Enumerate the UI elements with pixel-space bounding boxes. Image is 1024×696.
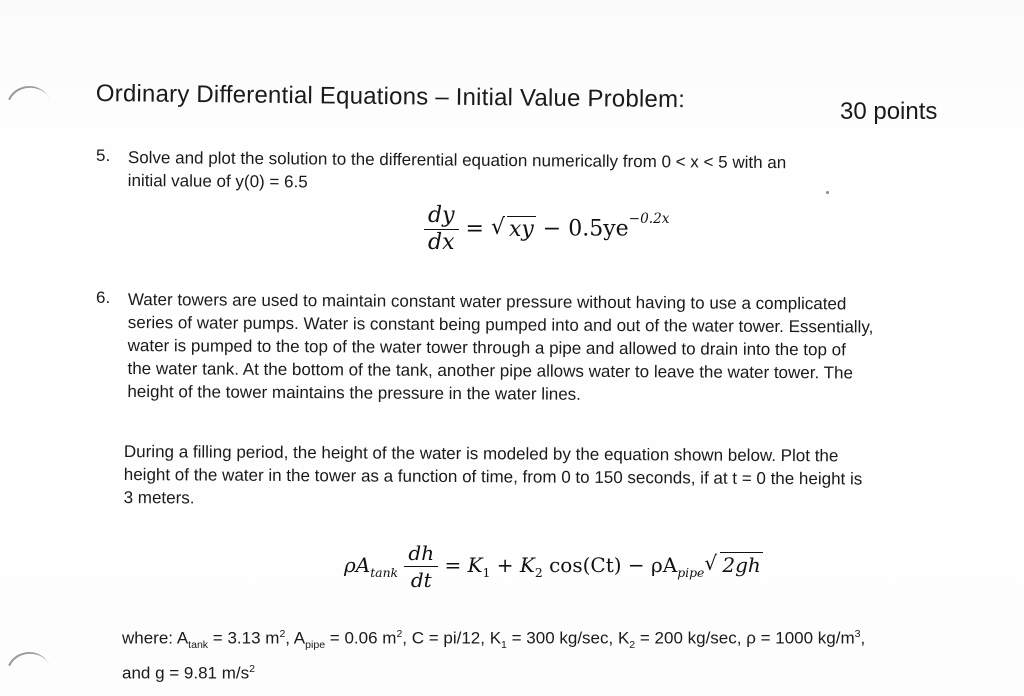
where-label: where: [122,628,174,648]
eq2-derivative [404,540,438,593]
problem-6-p1-line: the water tank. At the bottom of the tank, another pipe allows water to leave the water tower. The [127,358,854,383]
problem-6-paragraph-2 [124,440,863,514]
eq2-sqrt-arg: 2gh [722,553,761,577]
problem-6-p1-line: water is pumped to the top of the water tower through a pipe and allowed to drain into the top of [127,335,846,360]
punch-hole-bottom [0,646,58,696]
problem-5-line-2: initial value of y(0) = 6.5 [127,170,308,192]
eq2-rho-a: ρA [344,553,371,577]
equation-2 [344,540,763,593]
a-pipe: , A [285,628,306,648]
eq1-sqrt: √ xy [490,214,534,242]
a-tank-value: = 3.13 m [208,628,280,648]
eq2-tank-sub: tank [370,565,399,580]
eq2-sqrt: √ 2gh [704,551,761,577]
speck [826,191,829,194]
eq1-rest: − 0.5ye [542,216,629,242]
problem-5-text [128,146,787,197]
eq2-denominator: dt [410,568,432,592]
a-pipe-exp: 2 [396,628,403,640]
k1-sub: 1 [501,639,507,652]
eq2-k1: = K [444,553,483,577]
k2-sub: 2 [629,639,636,652]
problem-6-p2-line: 3 meters. [123,487,195,508]
eq1-derivative [424,203,459,256]
a-tank-exp: 2 [279,628,286,640]
a-pipe-sub: pipe [305,639,326,652]
problem-5-line-1: Solve and plot the solution to the differential equation numerically from 0 < x < 5 with an [127,147,787,173]
c-value: , C = pi/12, K [402,628,502,648]
g-value: and g = 9.81 m/s [122,663,250,683]
problem-6-p2-line: During a filling period, the height of the water is modeled by the equation shown below. Plot the [123,441,839,466]
punch-hole-top [0,80,58,139]
eq2-pipe-sub: pipe [677,565,705,580]
eq2-k2: + K [490,553,535,577]
equation-1 [424,203,669,256]
eq2-cos-term: cos(Ct) − ρA [542,553,678,577]
a-pipe-value: = 0.06 m [325,628,397,648]
problem-6-p2-line: height of the water in the tower as a function of time, from 0 to 150 seconds, if at t = 0 the height is [123,464,863,489]
where-end: , [860,628,866,648]
eq1-exponent: −0.2x [628,211,670,228]
problem-5-number: 5. [96,146,111,165]
problem-6-p1-line: height of the tower maintains the pressure in the water lines. [127,381,582,404]
a-tank: A [176,628,189,648]
eq1-denominator: dx [428,230,455,255]
problem-6-paragraph-1 [127,288,873,408]
eq1-sqrt-arg: xy [508,216,534,242]
rho-exp: 3 [854,628,861,640]
k1-value: = 300 kg/sec, K [506,628,630,648]
eq1-equals: = [465,216,484,242]
constants-definition [122,622,865,686]
g-exp: 2 [249,663,255,676]
eq2-k1-sub: 1 [482,565,491,580]
eq1-numerator: dy [424,203,459,230]
eq2-numerator: dh [404,540,438,567]
page-title: Ordinary Differential Equations – Initial Value Problem: [95,80,686,114]
points-label: 30 points [840,98,938,125]
problem-6-p1-line: Water towers are used to maintain constant water pressure without having to use a complicated [127,289,847,314]
problem-6-p1-line: series of water pumps. Water is constant being pumped into and out of the water tower. Essentially, [127,312,874,337]
problem-6-number: 6. [96,288,111,307]
a-tank-sub: tank [188,639,209,652]
eq2-k2-sub: 2 [534,565,543,580]
k2-rho-value: = 200 kg/sec, ρ = 1000 kg/m [635,628,855,648]
